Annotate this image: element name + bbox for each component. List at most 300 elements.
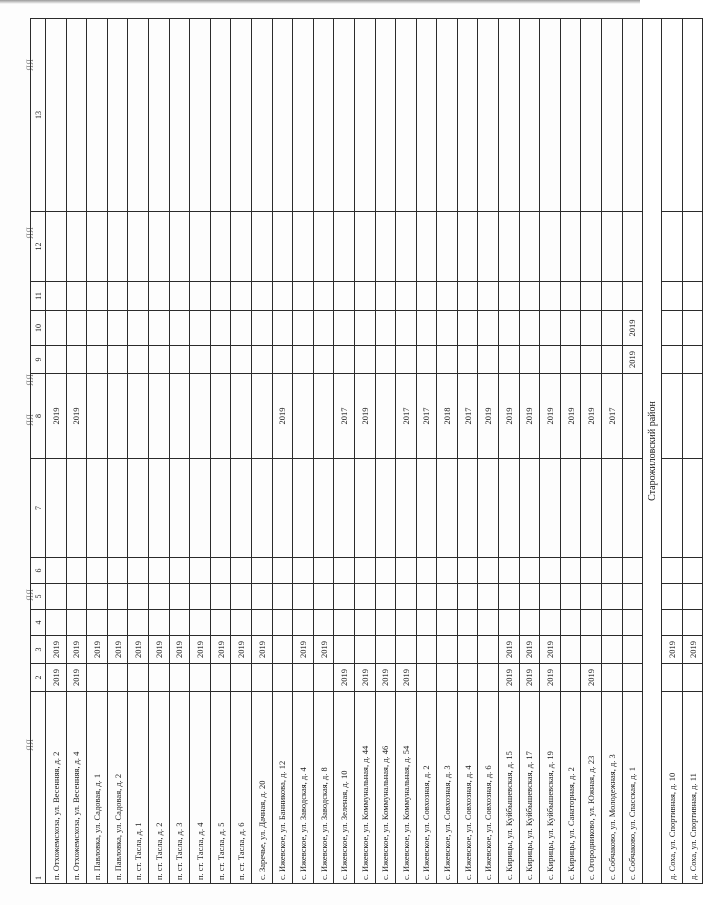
year-cell: 5	[31, 584, 46, 610]
year-cell: 2019	[148, 636, 169, 664]
year-cell	[457, 664, 478, 692]
table-row	[540, 19, 561, 884]
year-cell	[148, 346, 169, 374]
margin-mark: ЯЯ	[25, 58, 36, 72]
table-row	[478, 19, 499, 884]
year-cell	[293, 584, 314, 610]
year-cell	[416, 311, 437, 346]
year-cell	[560, 558, 581, 584]
year-cell	[293, 374, 314, 459]
year-cell: 2018	[437, 374, 458, 459]
address-cell: п. ст. Тасла, д. 3	[169, 692, 190, 884]
year-cell	[210, 19, 231, 212]
year-cell	[272, 664, 293, 692]
address-cell: с. Ижевское, ул. Совхозная, д. 4	[457, 692, 478, 884]
year-cell	[560, 584, 581, 610]
year-cell	[231, 664, 252, 692]
year-cell	[334, 558, 355, 584]
year-cell	[66, 558, 87, 584]
year-cell	[682, 212, 703, 282]
year-cell	[87, 282, 108, 311]
year-cell	[46, 311, 67, 346]
year-cell	[354, 584, 375, 610]
year-cell	[560, 212, 581, 282]
year-cell	[662, 558, 683, 584]
year-cell	[354, 610, 375, 636]
address-cell: с. Ижевское, ул. Коммунальная, д. 54	[396, 692, 417, 884]
address-cell: п. Павловка, ул. Садовая, д. 2	[107, 692, 128, 884]
year-cell: 2019	[622, 346, 643, 374]
year-cell: 2019	[478, 374, 499, 459]
address-cell: п. ст. Тасла, д. 5	[210, 692, 231, 884]
year-cell	[210, 311, 231, 346]
year-cell	[87, 610, 108, 636]
year-cell	[478, 610, 499, 636]
year-cell	[581, 346, 602, 374]
year-cell	[231, 459, 252, 558]
year-cell	[251, 282, 272, 311]
year-cell: 2019	[581, 374, 602, 459]
year-cell: 2019	[66, 374, 87, 459]
year-cell	[46, 610, 67, 636]
year-cell	[478, 584, 499, 610]
year-cell	[457, 346, 478, 374]
year-cell	[416, 212, 437, 282]
year-cell: 2019	[334, 664, 355, 692]
year-cell	[682, 584, 703, 610]
year-cell	[46, 558, 67, 584]
year-cell	[375, 374, 396, 459]
year-cell	[457, 636, 478, 664]
year-cell	[169, 610, 190, 636]
year-cell	[107, 584, 128, 610]
year-cell	[602, 584, 623, 610]
year-cell	[622, 459, 643, 558]
year-cell	[540, 558, 561, 584]
year-cell	[354, 19, 375, 212]
year-cell	[169, 558, 190, 584]
address-cell: с. Собчаково, ул. Молодежная, д. 3	[602, 692, 623, 884]
year-cell	[519, 212, 540, 282]
section-row	[643, 19, 662, 884]
year-cell	[169, 374, 190, 459]
year-cell	[272, 558, 293, 584]
year-cell	[148, 374, 169, 459]
year-cell: 2019	[540, 374, 561, 459]
year-cell	[560, 282, 581, 311]
year-cell	[128, 610, 149, 636]
year-cell	[169, 664, 190, 692]
year-cell: 2017	[396, 374, 417, 459]
year-cell	[128, 459, 149, 558]
year-cell	[540, 584, 561, 610]
year-cell	[293, 311, 314, 346]
year-cell: 2019	[66, 636, 87, 664]
year-cell	[354, 212, 375, 282]
year-cell: 2	[31, 664, 46, 692]
year-cell: 9	[31, 346, 46, 374]
year-cell	[682, 19, 703, 212]
year-cell	[107, 664, 128, 692]
year-cell: 2019	[499, 374, 520, 459]
year-cell	[396, 212, 417, 282]
year-cell	[602, 311, 623, 346]
address-cell: с. Кирицы, ул. Куйбышевская, д. 17	[519, 692, 540, 884]
year-cell	[540, 459, 561, 558]
year-cell	[334, 19, 355, 212]
year-cell: 2019	[128, 636, 149, 664]
table-row	[581, 19, 602, 884]
address-cell: с. Ижевское, ул. Совхозная, д. 3	[437, 692, 458, 884]
year-cell	[251, 459, 272, 558]
year-cell	[457, 19, 478, 212]
housing-table	[30, 18, 703, 884]
margin-mark: ЯЯ	[25, 738, 36, 752]
year-cell: 2019	[293, 636, 314, 664]
year-cell	[107, 311, 128, 346]
year-cell	[128, 282, 149, 311]
year-cell	[251, 311, 272, 346]
year-cell: 12	[31, 212, 46, 282]
year-cell: 2019	[46, 664, 67, 692]
year-cell: 2019	[622, 311, 643, 346]
address-cell: с. Ижевское, ул. Совхозная, д. 2	[416, 692, 437, 884]
year-cell	[190, 282, 211, 311]
year-cell	[499, 346, 520, 374]
address-cell: с. Ижевское, ул. Коммунальная, д. 44	[354, 692, 375, 884]
year-cell	[662, 374, 683, 459]
year-cell: 3	[31, 636, 46, 664]
table-row	[602, 19, 623, 884]
year-cell	[66, 459, 87, 558]
year-cell	[682, 558, 703, 584]
year-cell	[478, 346, 499, 374]
year-cell: 2019	[272, 374, 293, 459]
table-row	[662, 19, 683, 884]
year-cell	[396, 311, 417, 346]
year-cell	[375, 459, 396, 558]
year-cell	[662, 664, 683, 692]
year-cell	[231, 212, 252, 282]
year-cell	[519, 346, 540, 374]
address-cell: п. Павловка, ул. Садовая, д. 1	[87, 692, 108, 884]
year-cell	[313, 19, 334, 212]
year-cell	[190, 346, 211, 374]
year-cell	[293, 558, 314, 584]
year-cell	[581, 311, 602, 346]
table-row	[396, 19, 417, 884]
year-cell	[437, 282, 458, 311]
year-cell	[87, 664, 108, 692]
year-cell	[581, 459, 602, 558]
table-row	[437, 19, 458, 884]
year-cell	[210, 212, 231, 282]
year-cell	[499, 610, 520, 636]
year-cell	[519, 282, 540, 311]
year-cell: 2019	[499, 636, 520, 664]
year-cell	[478, 664, 499, 692]
year-cell	[560, 19, 581, 212]
year-cell	[499, 584, 520, 610]
year-cell	[210, 664, 231, 692]
year-cell	[457, 212, 478, 282]
year-cell	[313, 558, 334, 584]
year-cell	[662, 459, 683, 558]
year-cell	[46, 346, 67, 374]
year-cell	[148, 19, 169, 212]
year-cell	[375, 212, 396, 282]
year-cell: 2017	[416, 374, 437, 459]
year-cell	[478, 636, 499, 664]
year-cell	[375, 636, 396, 664]
year-cell	[87, 19, 108, 212]
year-cell	[581, 19, 602, 212]
address-cell: с. Ижевское, ул. Зеленая, д. 10	[334, 692, 355, 884]
year-cell	[622, 282, 643, 311]
year-cell: 2019	[540, 664, 561, 692]
address-cell: п. ст. Тасла, д. 1	[128, 692, 149, 884]
year-cell	[272, 584, 293, 610]
year-cell: 2019	[87, 636, 108, 664]
year-cell	[190, 212, 211, 282]
year-cell: 13	[31, 19, 46, 212]
year-cell	[210, 584, 231, 610]
year-cell	[251, 664, 272, 692]
year-cell	[396, 584, 417, 610]
year-cell: 2019	[210, 636, 231, 664]
year-cell	[396, 19, 417, 212]
year-cell: 2019	[519, 636, 540, 664]
year-cell	[148, 212, 169, 282]
year-cell	[87, 212, 108, 282]
year-cell	[662, 584, 683, 610]
year-cell	[231, 311, 252, 346]
margin-mark: ЯЯ	[25, 413, 36, 427]
year-cell	[519, 459, 540, 558]
section-title: Старожиловский район	[643, 19, 662, 884]
year-cell	[334, 636, 355, 664]
year-cell	[251, 212, 272, 282]
year-cell	[662, 212, 683, 282]
year-cell	[622, 19, 643, 212]
table-row	[190, 19, 211, 884]
year-cell	[334, 311, 355, 346]
year-cell	[313, 610, 334, 636]
year-cell	[334, 346, 355, 374]
year-cell	[581, 610, 602, 636]
year-cell: 2019	[540, 636, 561, 664]
address-cell: с. Ижевское, ул. Совхозная, д. 6	[478, 692, 499, 884]
year-cell	[457, 610, 478, 636]
year-cell	[148, 610, 169, 636]
table-row	[499, 19, 520, 884]
year-cell	[622, 636, 643, 664]
table-row	[107, 19, 128, 884]
address-cell: д. Соха, ул. Спортивная, д. 10	[662, 692, 683, 884]
year-cell: 2019	[560, 374, 581, 459]
year-cell	[190, 664, 211, 692]
year-cell	[169, 212, 190, 282]
scan-edge-shadow	[0, 0, 640, 4]
year-cell	[416, 636, 437, 664]
margin-mark: ЯЯ	[25, 373, 36, 387]
year-cell	[416, 664, 437, 692]
year-cell	[375, 282, 396, 311]
year-cell	[682, 459, 703, 558]
year-cell	[169, 584, 190, 610]
year-cell	[334, 212, 355, 282]
year-cell	[499, 311, 520, 346]
year-cell: 2019	[46, 636, 67, 664]
year-cell: 4	[31, 610, 46, 636]
year-cell	[396, 558, 417, 584]
address-cell: с. Собчаково, ул. Спасская, д. 1	[622, 692, 643, 884]
year-cell	[46, 584, 67, 610]
year-cell	[602, 346, 623, 374]
year-cell	[682, 346, 703, 374]
year-cell: 2019	[519, 664, 540, 692]
year-cell	[602, 664, 623, 692]
address-cell: п. ст. Тасла, д. 6	[231, 692, 252, 884]
year-cell	[210, 346, 231, 374]
year-cell	[107, 374, 128, 459]
year-cell	[107, 282, 128, 311]
year-cell	[602, 610, 623, 636]
year-cell	[499, 212, 520, 282]
year-cell	[272, 346, 293, 374]
year-cell	[128, 311, 149, 346]
year-cell	[313, 374, 334, 459]
year-cell	[66, 282, 87, 311]
year-cell	[354, 636, 375, 664]
year-cell	[662, 19, 683, 212]
year-cell	[540, 212, 561, 282]
year-cell	[581, 636, 602, 664]
year-cell	[437, 636, 458, 664]
year-cell	[519, 610, 540, 636]
address-cell: п. ст. Тасла, д. 2	[148, 692, 169, 884]
year-cell	[375, 311, 396, 346]
year-cell	[334, 282, 355, 311]
year-cell	[519, 311, 540, 346]
year-cell	[354, 459, 375, 558]
table-row	[87, 19, 108, 884]
table-row	[128, 19, 149, 884]
table-row	[622, 19, 643, 884]
year-cell	[231, 19, 252, 212]
year-cell	[437, 19, 458, 212]
year-cell	[148, 664, 169, 692]
address-cell: с. Ижевское, ул. Коммунальная, д. 46	[375, 692, 396, 884]
year-cell	[437, 346, 458, 374]
year-cell	[457, 311, 478, 346]
year-cell	[602, 558, 623, 584]
year-cell	[622, 212, 643, 282]
year-cell	[272, 610, 293, 636]
year-cell	[437, 311, 458, 346]
address-cell: с. Кирицы, ул. Санаторная, д. 2	[560, 692, 581, 884]
year-cell	[396, 459, 417, 558]
year-cell	[540, 610, 561, 636]
year-cell	[251, 610, 272, 636]
year-cell	[148, 311, 169, 346]
year-cell	[416, 19, 437, 212]
year-cell	[148, 459, 169, 558]
year-cell: 2019	[251, 636, 272, 664]
year-cell	[87, 459, 108, 558]
address-cell: 1	[31, 692, 46, 884]
year-cell: 2019	[107, 636, 128, 664]
year-cell: 2019	[231, 636, 252, 664]
year-cell	[313, 311, 334, 346]
year-cell	[396, 610, 417, 636]
year-cell	[148, 584, 169, 610]
year-cell	[540, 19, 561, 212]
year-cell	[437, 558, 458, 584]
address-cell: с. Кирицы, ул. Куйбышевская, д. 15	[499, 692, 520, 884]
year-cell	[128, 584, 149, 610]
year-cell	[396, 636, 417, 664]
year-cell	[272, 19, 293, 212]
year-cell	[581, 212, 602, 282]
year-cell	[251, 558, 272, 584]
year-cell	[416, 346, 437, 374]
year-cell	[313, 212, 334, 282]
year-cell	[272, 282, 293, 311]
year-cell	[210, 282, 231, 311]
year-cell	[560, 664, 581, 692]
table-row	[354, 19, 375, 884]
year-cell	[457, 282, 478, 311]
year-cell	[293, 19, 314, 212]
year-cell	[231, 610, 252, 636]
year-cell	[251, 19, 272, 212]
year-cell	[66, 584, 87, 610]
year-cell: 2019	[396, 664, 417, 692]
table-row	[293, 19, 314, 884]
year-cell	[231, 346, 252, 374]
year-cell	[107, 558, 128, 584]
year-cell	[169, 346, 190, 374]
year-cell: 2019	[519, 374, 540, 459]
year-cell	[107, 212, 128, 282]
year-cell	[602, 636, 623, 664]
address-cell: с. Ижевское, ул. Банниковa, д. 12	[272, 692, 293, 884]
year-cell: 2019	[313, 636, 334, 664]
year-cell: 2019	[354, 664, 375, 692]
table-row	[210, 19, 231, 884]
year-cell	[478, 282, 499, 311]
year-cell	[622, 664, 643, 692]
header-row	[31, 19, 46, 884]
year-cell	[293, 459, 314, 558]
year-cell	[169, 282, 190, 311]
table-row	[682, 19, 703, 884]
table-row	[334, 19, 355, 884]
year-cell	[190, 459, 211, 558]
year-cell	[128, 664, 149, 692]
address-cell: п. ст. Тасла, д. 4	[190, 692, 211, 884]
year-cell	[622, 374, 643, 459]
year-cell	[540, 282, 561, 311]
year-cell	[334, 584, 355, 610]
year-cell	[128, 19, 149, 212]
year-cell	[354, 346, 375, 374]
table-row	[169, 19, 190, 884]
year-cell	[416, 584, 437, 610]
year-cell	[375, 19, 396, 212]
table-row	[560, 19, 581, 884]
